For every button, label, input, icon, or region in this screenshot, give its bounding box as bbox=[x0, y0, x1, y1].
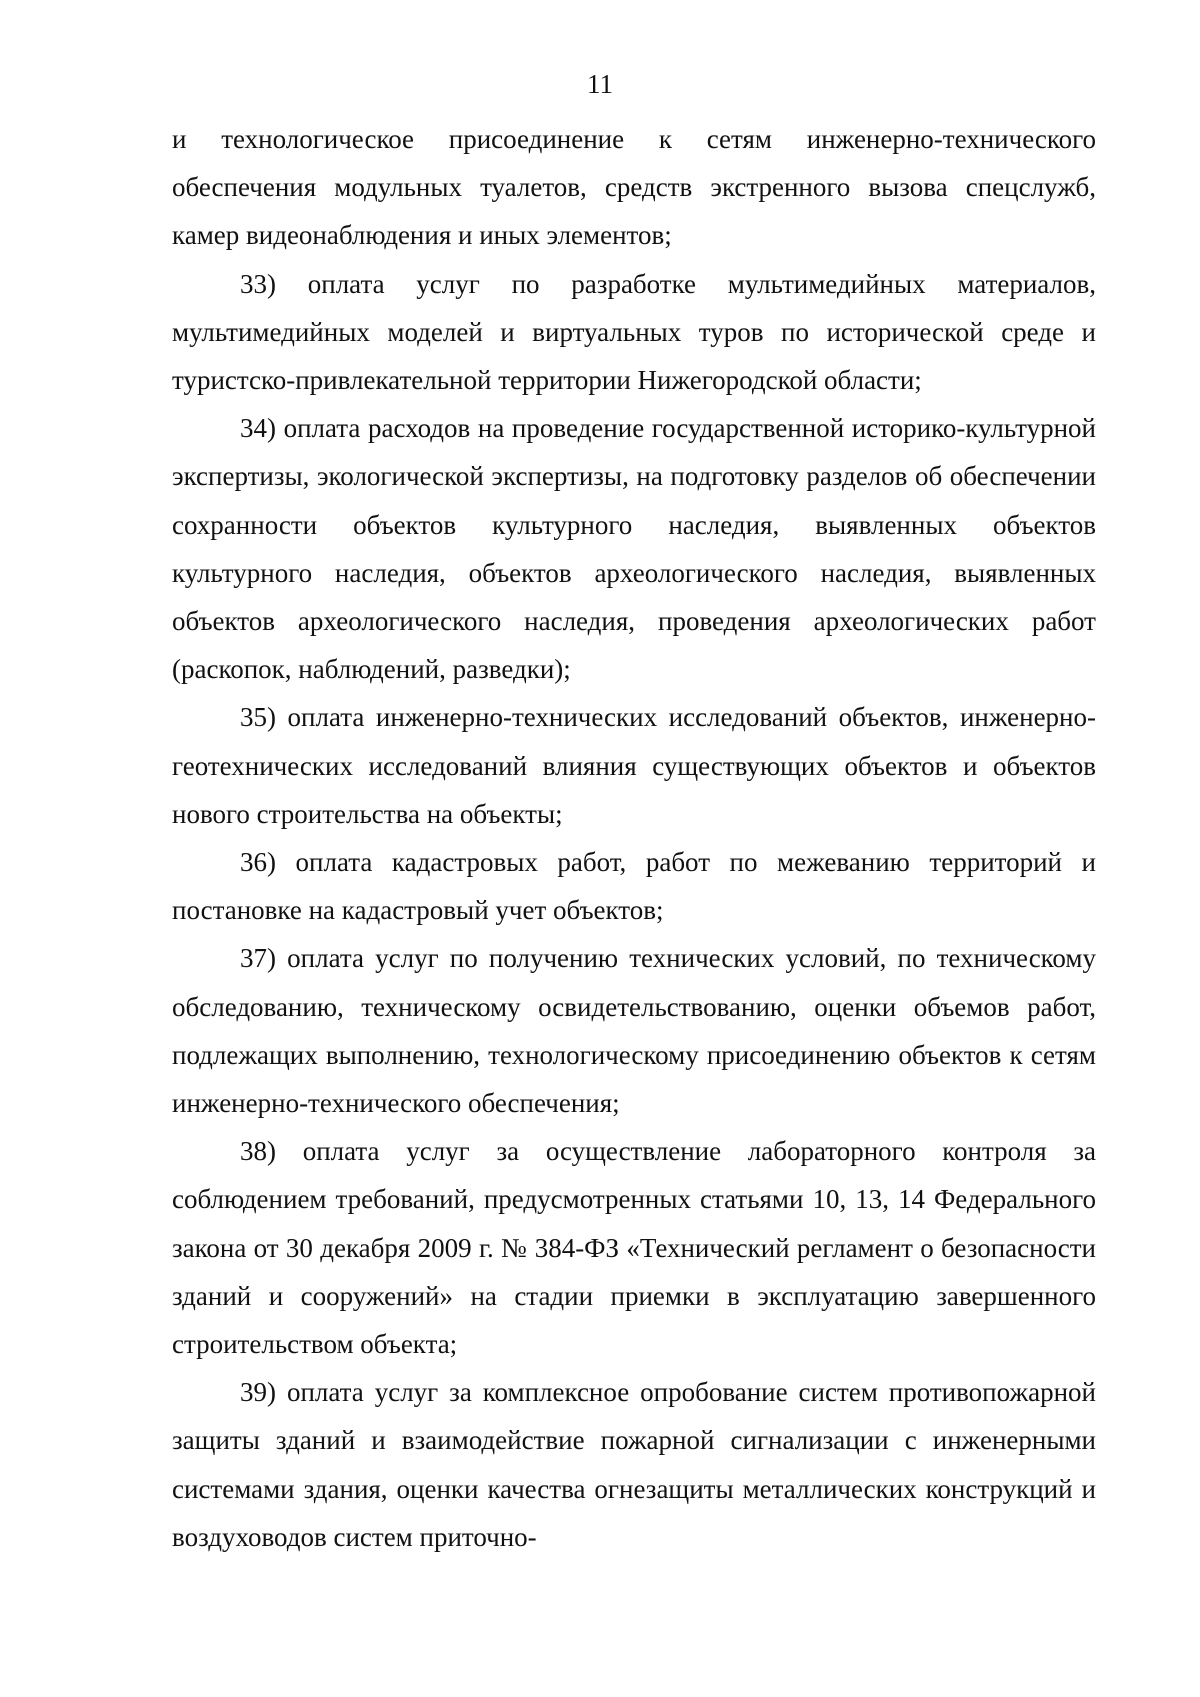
paragraph-item-38: 38) оплата услуг за осуществление лабораторного контроля за соблюдением требований, предусмотренных статьями 10, 13, 14 Федерального закона от 30 декабря 2009 г. № 384-ФЗ «Технический регламент о безопасности зданий и сооружений» на стадии приемки в эксплуатацию завершенного строительством объекта; bbox=[172, 1136, 1096, 1360]
paragraph-item-39: 39) оплата услуг за комплексное опробование систем противопожарной защиты зданий и взаимодействие пожарной сигнализации с инженерными системами здания, оценки качества огнезащиты металлических конструкций и воздуховодов систем приточно- bbox=[172, 1377, 1096, 1552]
paragraph-item-35: 35) оплата инженерно-технических исследований объектов, инженерно-геотехнических исследований влияния существующих объектов и объектов нового строительства на объекты; bbox=[172, 702, 1096, 829]
document-body bbox=[172, 115, 1096, 1561]
paragraph-item-33: 33) оплата услуг по разработке мультимедийных материалов, мультимедийных моделей и виртуальных туров по исторической среде и туристско-привлекательной территории Нижегородской области; bbox=[172, 268, 1096, 396]
paragraph-item-34: 34) оплата расходов на проведение государственной историко-культурной экспертизы, экологической экспертизы, на подготовку разделов об обеспечении сохранности объектов культурного наследия, выявленных объектов культурного наследия, объектов археологического наследия, выявленных объектов археологического наследия, проведения археологических работ (раскопок, наблюдений, разведки); bbox=[172, 413, 1096, 685]
paragraph-item-36: 36) оплата кадастровых работ, работ по межеванию территорий и постановке на кадастровый учет объектов; bbox=[172, 847, 1096, 926]
page-number: 11 bbox=[587, 69, 613, 99]
paragraph-continuation: и технологическое присоединение к сетям инженерно-технического обеспечения модульных туалетов, средств экстренного вызова спецслужб, камер видеонаблюдения и иных элементов; bbox=[172, 124, 1096, 251]
paragraph-item-37: 37) оплата услуг по получению технических условий, по техническому обследованию, техническому освидетельствованию, оценки объемов работ, подлежащих выполнению, технологическому присоединению объектов к сетям инженерно-технического обеспечения; bbox=[172, 943, 1096, 1119]
